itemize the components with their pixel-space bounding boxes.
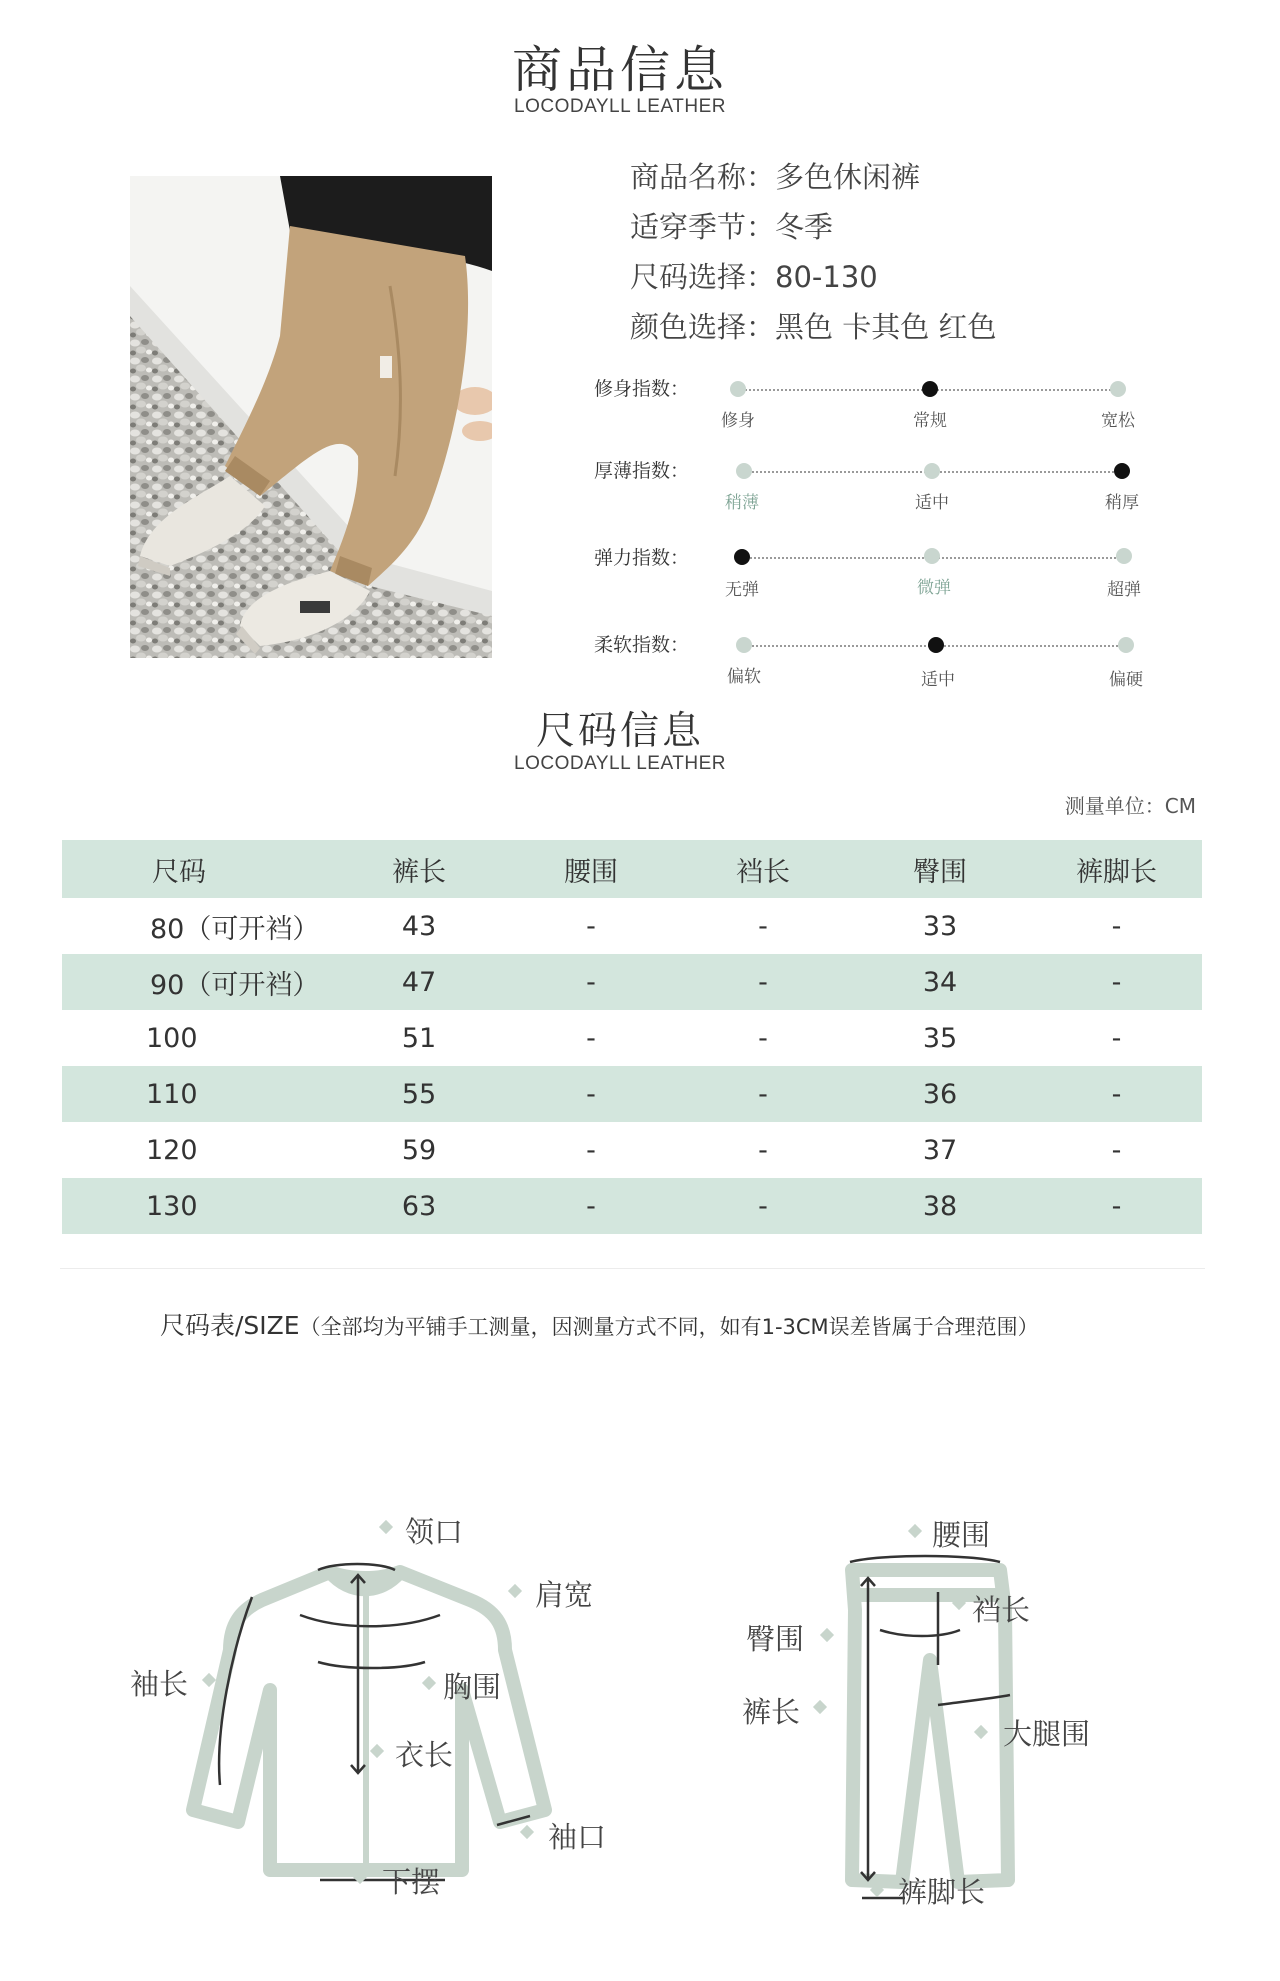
label-waist: 腰围 [932, 1518, 991, 1552]
info-row-colors: 颜色选择：黑色 卡其色 红色 [630, 310, 997, 344]
size-table [62, 840, 1202, 1234]
cell-size: 130 [62, 1178, 333, 1234]
size-note [160, 1306, 1039, 1342]
elasticity-index-dot-0 [734, 549, 750, 565]
cell-leg-opening: - [1111, 910, 1122, 942]
label-hem: 下摆 [382, 1865, 441, 1899]
cell-rise: - [677, 1066, 849, 1122]
cell-hip: 37 [922, 1134, 958, 1166]
cell-rise: - [758, 1022, 768, 1054]
fit-index-label: 修身指数： [594, 378, 690, 400]
elasticity-index-option-1: 微弹 [917, 578, 951, 598]
softness-index-label: 柔软指数： [594, 634, 690, 656]
cell-leg-opening: - [1111, 1022, 1122, 1054]
table-row [62, 898, 1202, 954]
cell-hip: 33 [922, 910, 958, 942]
cell-leg-opening: - [1031, 1066, 1202, 1122]
size-info-subtitle: LOCODAYLL LEATHER [514, 753, 726, 774]
cell-hip: 36 [849, 1066, 1031, 1122]
thickness-index-option-1: 适中 [915, 493, 949, 513]
thickness-index-dot-2 [1114, 463, 1130, 479]
label-cuff: 袖口 [548, 1820, 607, 1854]
header-rise: 裆长 [677, 840, 849, 898]
product-photo [130, 176, 492, 658]
cell-size: 120 [146, 1134, 198, 1166]
table-row [62, 954, 1202, 1010]
size-table-header [62, 840, 1202, 898]
thickness-index-option-0: 稍薄 [725, 493, 759, 513]
info-row-season: 适穿季节：冬季 [630, 210, 834, 244]
product-info-subtitle: LOCODAYLL LEATHER [514, 96, 726, 117]
cell-pants-length: 55 [333, 1066, 505, 1122]
fit-index-dot-0 [730, 381, 746, 397]
cell-rise: - [677, 954, 849, 1010]
cell-pants-length: 47 [333, 954, 505, 1010]
softness-index-option-0: 偏软 [727, 667, 761, 687]
cell-size: 90（可开裆） [62, 954, 333, 1010]
header-pants-length: 裤长 [333, 840, 505, 898]
size-note-main: 尺码表/SIZE [160, 1311, 300, 1340]
cell-waist: - [586, 1022, 596, 1054]
cell-waist: - [505, 954, 677, 1010]
size-note-detail: （全部均为平铺手工测量，因测量方式不同，如有1-3CM误差皆属于合理范围） [299, 1315, 1039, 1339]
size-info-title: 尺码信息 [535, 709, 704, 754]
cell-pants-length: 59 [401, 1134, 437, 1166]
elasticity-index-label: 弹力指数： [594, 547, 690, 569]
table-row [62, 1178, 1202, 1234]
softness-index-dot-2 [1118, 637, 1134, 653]
thickness-index-dot-1 [924, 463, 940, 479]
cell-hip: 38 [849, 1178, 1031, 1234]
label-thigh: 大腿围 [1003, 1717, 1091, 1751]
section-divider [60, 1268, 1205, 1269]
label-shoulder: 肩宽 [535, 1578, 594, 1612]
cell-waist: - [586, 910, 596, 942]
measure-unit: 测量单位：CM [1064, 794, 1196, 818]
header-hip: 臀围 [849, 840, 1031, 898]
elasticity-index-option-2: 超弹 [1107, 580, 1141, 600]
elasticity-index-dot-1 [924, 548, 940, 564]
cell-pants-length: 43 [401, 910, 437, 942]
product-info-title: 商品信息 [512, 41, 728, 99]
softness-index-option-2: 偏硬 [1109, 670, 1143, 690]
label-sleeve-length: 袖长 [130, 1667, 189, 1701]
elasticity-index-option-0: 无弹 [725, 580, 759, 600]
cell-pants-length: 63 [333, 1178, 505, 1234]
label-collar: 领口 [405, 1515, 464, 1549]
cell-rise: - [677, 1178, 849, 1234]
header-leg-opening: 裤脚长 [1031, 840, 1202, 898]
softness-index-dot-0 [736, 637, 752, 653]
header-waist: 腰围 [505, 840, 677, 898]
thickness-index-dot-0 [736, 463, 752, 479]
fit-index-dot-2 [1110, 381, 1126, 397]
cell-leg-opening: - [1031, 954, 1202, 1010]
cell-size: 80（可开裆） [150, 913, 320, 945]
info-row-name: 商品名称：多色休闲裤 [630, 160, 921, 194]
label-pants-length: 裤长 [742, 1695, 801, 1729]
cell-size: 110 [62, 1066, 333, 1122]
info-row-sizes: 尺码选择：80-130 [630, 260, 878, 294]
thickness-index-option-2: 稍厚 [1105, 493, 1139, 513]
cell-leg-opening: - [1111, 1134, 1122, 1166]
table-row [62, 1066, 1202, 1122]
fit-index-dot-1 [922, 381, 938, 397]
thickness-index-label: 厚薄指数： [594, 460, 690, 482]
label-top-length: 衣长 [395, 1738, 454, 1772]
fit-index-option-1: 常规 [913, 411, 947, 431]
cell-leg-opening: - [1031, 1178, 1202, 1234]
elasticity-index-dot-2 [1116, 548, 1132, 564]
cell-hip: 34 [849, 954, 1031, 1010]
cell-waist: - [505, 1178, 677, 1234]
header-size: 尺码 [62, 840, 333, 898]
cell-rise: - [758, 910, 768, 942]
cell-waist: - [505, 1066, 677, 1122]
cell-waist: - [586, 1134, 596, 1166]
label-leg-opening: 裤脚长 [898, 1875, 986, 1909]
softness-index-dot-1 [928, 637, 944, 653]
cell-hip: 35 [922, 1022, 958, 1054]
table-row [62, 1010, 1202, 1066]
cell-pants-length: 51 [401, 1022, 437, 1054]
cell-rise: - [758, 1134, 768, 1166]
table-row [62, 1122, 1202, 1178]
label-hip: 臀围 [746, 1622, 805, 1656]
fit-index-option-0: 修身 [721, 411, 755, 431]
product-photo-illustration [130, 176, 492, 658]
softness-index-option-1: 适中 [921, 670, 955, 690]
fit-index-option-2: 宽松 [1101, 411, 1135, 431]
label-chest: 胸围 [443, 1670, 502, 1704]
cell-size: 100 [146, 1022, 198, 1054]
label-rise: 裆长 [972, 1593, 1031, 1627]
